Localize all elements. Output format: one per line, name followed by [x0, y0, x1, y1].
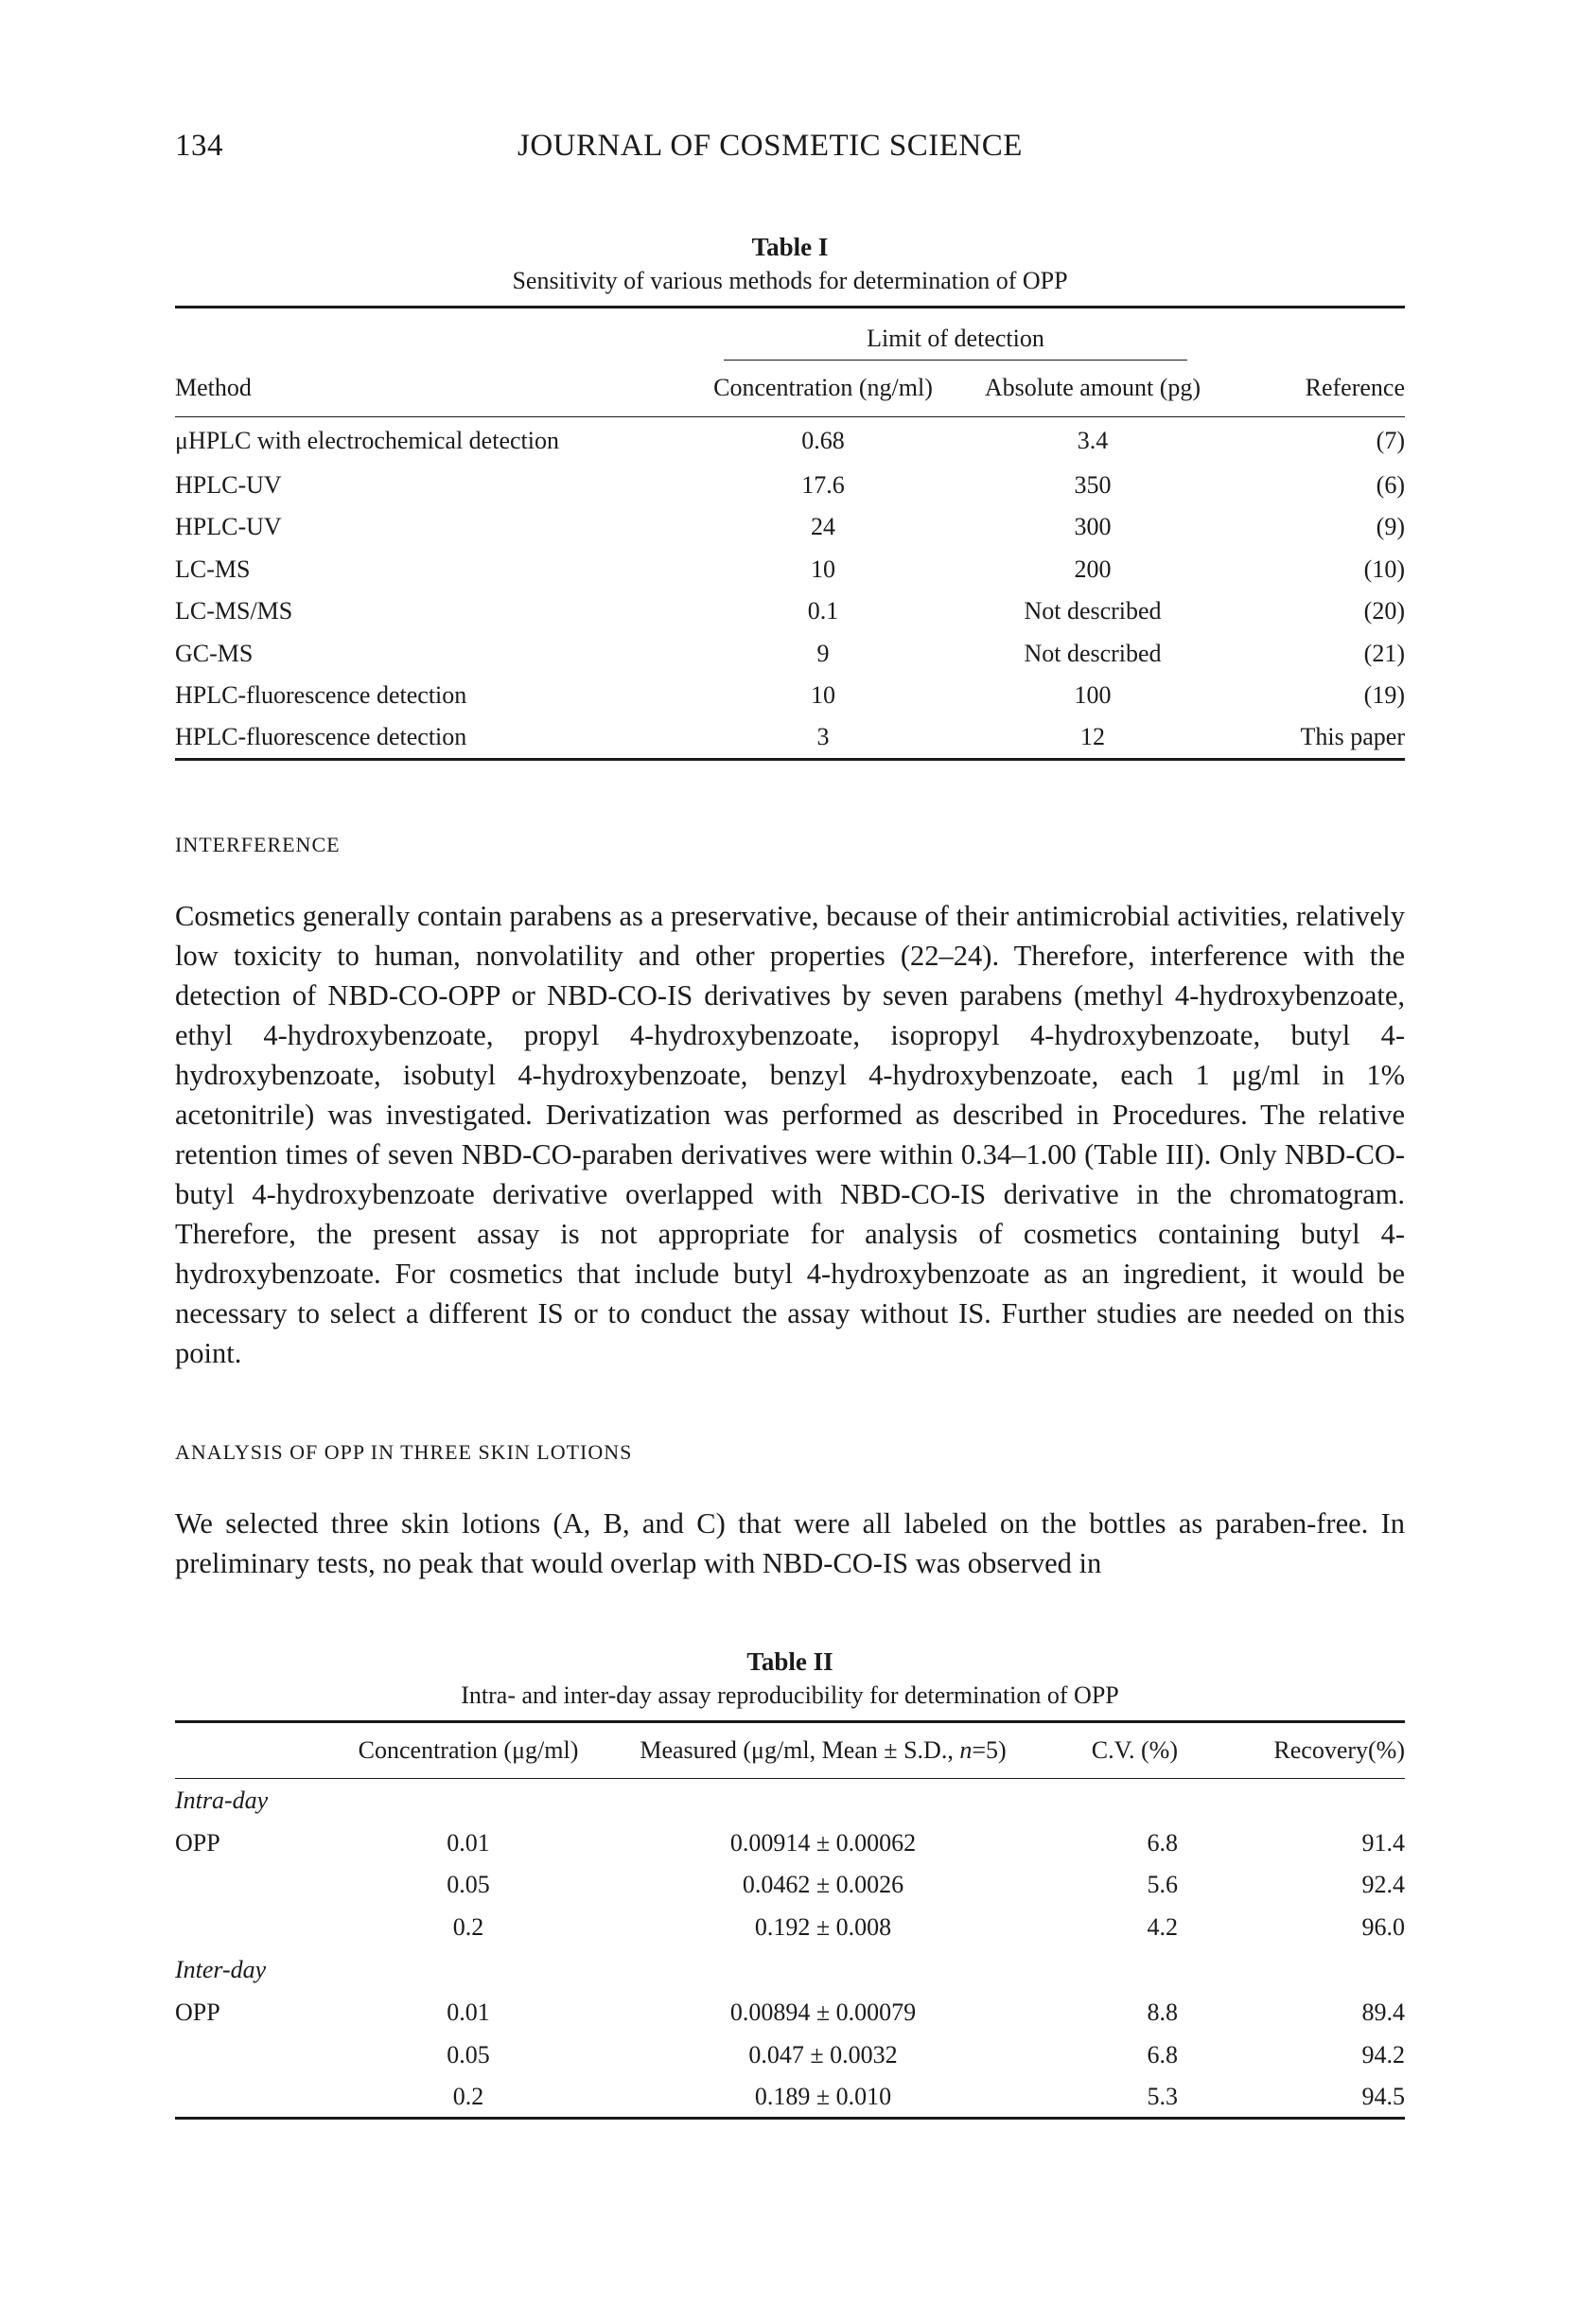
analyte-cell: OPP	[175, 1998, 220, 2027]
group-row	[175, 1948, 1405, 1992]
method-cell: GC-MS	[175, 639, 254, 667]
reference-cell: (20)	[1363, 597, 1405, 625]
column-header-reference: Reference	[1305, 374, 1405, 402]
table-1-row	[175, 417, 1405, 465]
table-1-description: Sensitivity of various methods for determination of OPP	[512, 267, 1068, 294]
reference-cell: (21)	[1363, 639, 1405, 667]
running-header	[175, 129, 1405, 170]
concentration-cell: 9	[816, 639, 830, 667]
recovery-cell: 96.0	[1361, 1912, 1405, 1941]
table-2-row	[175, 1907, 1405, 1949]
concentration-cell: 24	[811, 513, 835, 541]
method-cell: HPLC-UV	[175, 513, 282, 541]
table-2-row	[175, 2076, 1405, 2119]
recovery-cell: 92.4	[1361, 1871, 1405, 1899]
measured-cell: 0.192 ± 0.008	[754, 1912, 892, 1941]
concentration-cell: 0.05	[447, 2040, 490, 2068]
reference-cell: (19)	[1363, 681, 1405, 710]
measured-cell: 0.0462 ± 0.0026	[742, 1871, 904, 1899]
absolute-amount-cell: Not described	[1024, 639, 1162, 667]
method-cell: LC-MS	[175, 554, 251, 583]
analyte-cell-empty	[175, 2076, 317, 2119]
reference-cell: (10)	[1363, 554, 1405, 583]
absolute-amount-cell: 350	[1074, 470, 1112, 499]
reference-cell: This paper	[1300, 723, 1405, 750]
table-2-header-row	[175, 1722, 1405, 1779]
table-1-row	[175, 675, 1405, 717]
table-1-grid	[175, 306, 1405, 761]
column-header-measured	[620, 1722, 1026, 1779]
table-1-caption	[175, 230, 1405, 298]
column-header-concentration: Concentration (μg/ml)	[358, 1736, 579, 1764]
table-2	[175, 1645, 1405, 2120]
measured-cell: 0.00914 ± 0.00062	[729, 1828, 917, 1857]
concentration-cell: 10	[811, 554, 835, 583]
concentration-cell: 0.01	[447, 1828, 490, 1857]
journal-title: JOURNAL OF COSMETIC SCIENCE	[517, 129, 1023, 163]
group-label: Inter-day	[175, 1956, 267, 1983]
cv-cell: 8.8	[1147, 1998, 1178, 2027]
table-2-description: Intra- and inter-day assay reproducibility for determination of OPP	[461, 1681, 1119, 1709]
table-1	[175, 230, 1405, 761]
measured-cell: 0.047 ± 0.0032	[748, 2040, 898, 2068]
method-cell: LC-MS/MS	[175, 597, 293, 625]
table-1-group-header: Limit of detection	[686, 308, 1225, 361]
column-header-concentration: Concentration (ng/ml)	[713, 374, 933, 402]
table-1-row	[175, 465, 1405, 507]
section-heading-interference: INTERFERENCE	[175, 833, 341, 856]
measured-cell: 0.189 ± 0.010	[754, 2082, 892, 2110]
table-2-grid	[175, 1720, 1405, 2120]
table-1-row	[175, 717, 1405, 760]
table-1-row	[175, 549, 1405, 591]
method-cell: HPLC-fluorescence detection	[175, 723, 467, 750]
measured-cell: 0.00894 ± 0.00079	[729, 1998, 917, 2027]
concentration-cell: 10	[811, 681, 835, 710]
absolute-amount-cell: 100	[1074, 681, 1112, 710]
absolute-amount-cell: 12	[1080, 723, 1105, 750]
absolute-amount-cell: 200	[1074, 554, 1112, 583]
method-cell: HPLC-fluorescence detection	[175, 681, 467, 710]
analyte-cell-empty	[175, 1907, 317, 1949]
measured-header-text: Measured (μg/ml, Mean ± S.D., n=5)	[640, 1736, 1007, 1764]
table-1-row	[175, 633, 1405, 676]
table-2-row	[175, 1822, 1405, 1865]
analyte-cell-empty	[175, 2034, 317, 2077]
absolute-amount-cell: 300	[1074, 513, 1112, 541]
cv-cell: 6.8	[1147, 2040, 1178, 2068]
recovery-cell: 94.5	[1361, 2082, 1405, 2110]
interference-paragraph: Cosmetics generally contain parabens as a preservative, because of their antimicrobial activities, relatively low toxicity to human, nonvolatility and other properties (22–24). Therefore, interference with the detection of NBD-CO-OPP or NBD-CO-IS derivatives by seven parabens (methyl 4-hydroxybenzoate, ethyl 4-hydroxybenzoate, propyl 4-hydroxybenzoate, isopropyl 4-hydroxybenzoate, butyl 4-hydroxybenzoate, isobutyl 4-hydroxybenzoate, benzyl 4-hydroxybenzoate, each 1 μg/ml in 1% acetonitrile) was investigated. Derivatization was performed as described in Procedures. The relative retention times of seven NBD-CO-paraben derivatives were within 0.34–1.00 (Table III). Only NBD-CO-butyl 4-hydroxybenzoate derivative overlapped with NBD-CO-IS derivative in the chromatogram. Therefore, the present assay is not appropriate for analysis of cosmetics containing butyl 4-hydroxybenzoate. For cosmetics that include butyl 4-hydroxybenzoate as an ingredient, it would be necessary to select a different IS or to conduct the assay without IS. Further studies are needed on this point.	[175, 900, 1405, 1369]
method-cell: μHPLC with electrochemical detection	[175, 426, 559, 454]
group-row	[175, 1779, 1405, 1822]
method-cell: HPLC-UV	[175, 470, 282, 499]
concentration-cell: 0.2	[452, 1912, 484, 1941]
reference-cell: (6)	[1376, 470, 1405, 499]
column-header-absolute-amount: Absolute amount (pg)	[984, 374, 1201, 402]
concentration-cell: 0.68	[801, 426, 845, 454]
recovery-cell: 91.4	[1361, 1828, 1405, 1857]
cv-cell: 6.8	[1147, 1828, 1178, 1857]
table-2-caption	[175, 1645, 1405, 1713]
analyte-cell-empty	[175, 1864, 317, 1907]
table-2-label: Table II	[746, 1647, 833, 1676]
table-1-row	[175, 590, 1405, 633]
cv-cell: 5.6	[1147, 1871, 1178, 1899]
column-header-recovery: Recovery(%)	[1273, 1736, 1405, 1764]
table-2-row	[175, 2034, 1405, 2077]
table-1-row	[175, 506, 1405, 549]
column-header-method: Method	[175, 374, 252, 402]
concentration-cell: 0.05	[447, 1871, 490, 1899]
concentration-cell: 0.01	[447, 1998, 490, 2027]
cv-cell: 5.3	[1147, 2082, 1178, 2110]
analysis-paragraph: We selected three skin lotions (A, B, and C) that were all labeled on the bottles as paraben-free. In preliminary tests, no peak that would overlap with NBD-CO-IS was observed in	[175, 1507, 1405, 1579]
table-2-row	[175, 1864, 1405, 1907]
table-1-header-row	[175, 361, 1405, 417]
column-header-blank	[175, 1722, 317, 1779]
recovery-cell: 94.2	[1361, 2040, 1405, 2068]
concentration-cell: 3	[816, 723, 830, 750]
concentration-cell: 0.1	[807, 597, 839, 625]
table-2-row	[175, 1992, 1405, 2034]
absolute-amount-cell: Not described	[1024, 597, 1162, 625]
reference-cell: (9)	[1376, 513, 1405, 541]
analyte-cell: OPP	[175, 1828, 220, 1857]
reference-cell: (7)	[1376, 426, 1405, 454]
column-header-cv: C.V. (%)	[1091, 1736, 1178, 1764]
table-1-label: Table I	[751, 233, 829, 261]
group-label: Intra-day	[175, 1786, 269, 1814]
concentration-cell: 0.2	[452, 2082, 484, 2110]
absolute-amount-cell: 3.4	[1077, 426, 1109, 454]
concentration-cell: 17.6	[801, 470, 845, 499]
section-heading-analysis: ANALYSIS OF OPP IN THREE SKIN LOTIONS	[175, 1440, 633, 1464]
cv-cell: 4.2	[1147, 1912, 1178, 1941]
page-number: 134	[175, 129, 223, 163]
recovery-cell: 89.4	[1361, 1998, 1405, 2027]
